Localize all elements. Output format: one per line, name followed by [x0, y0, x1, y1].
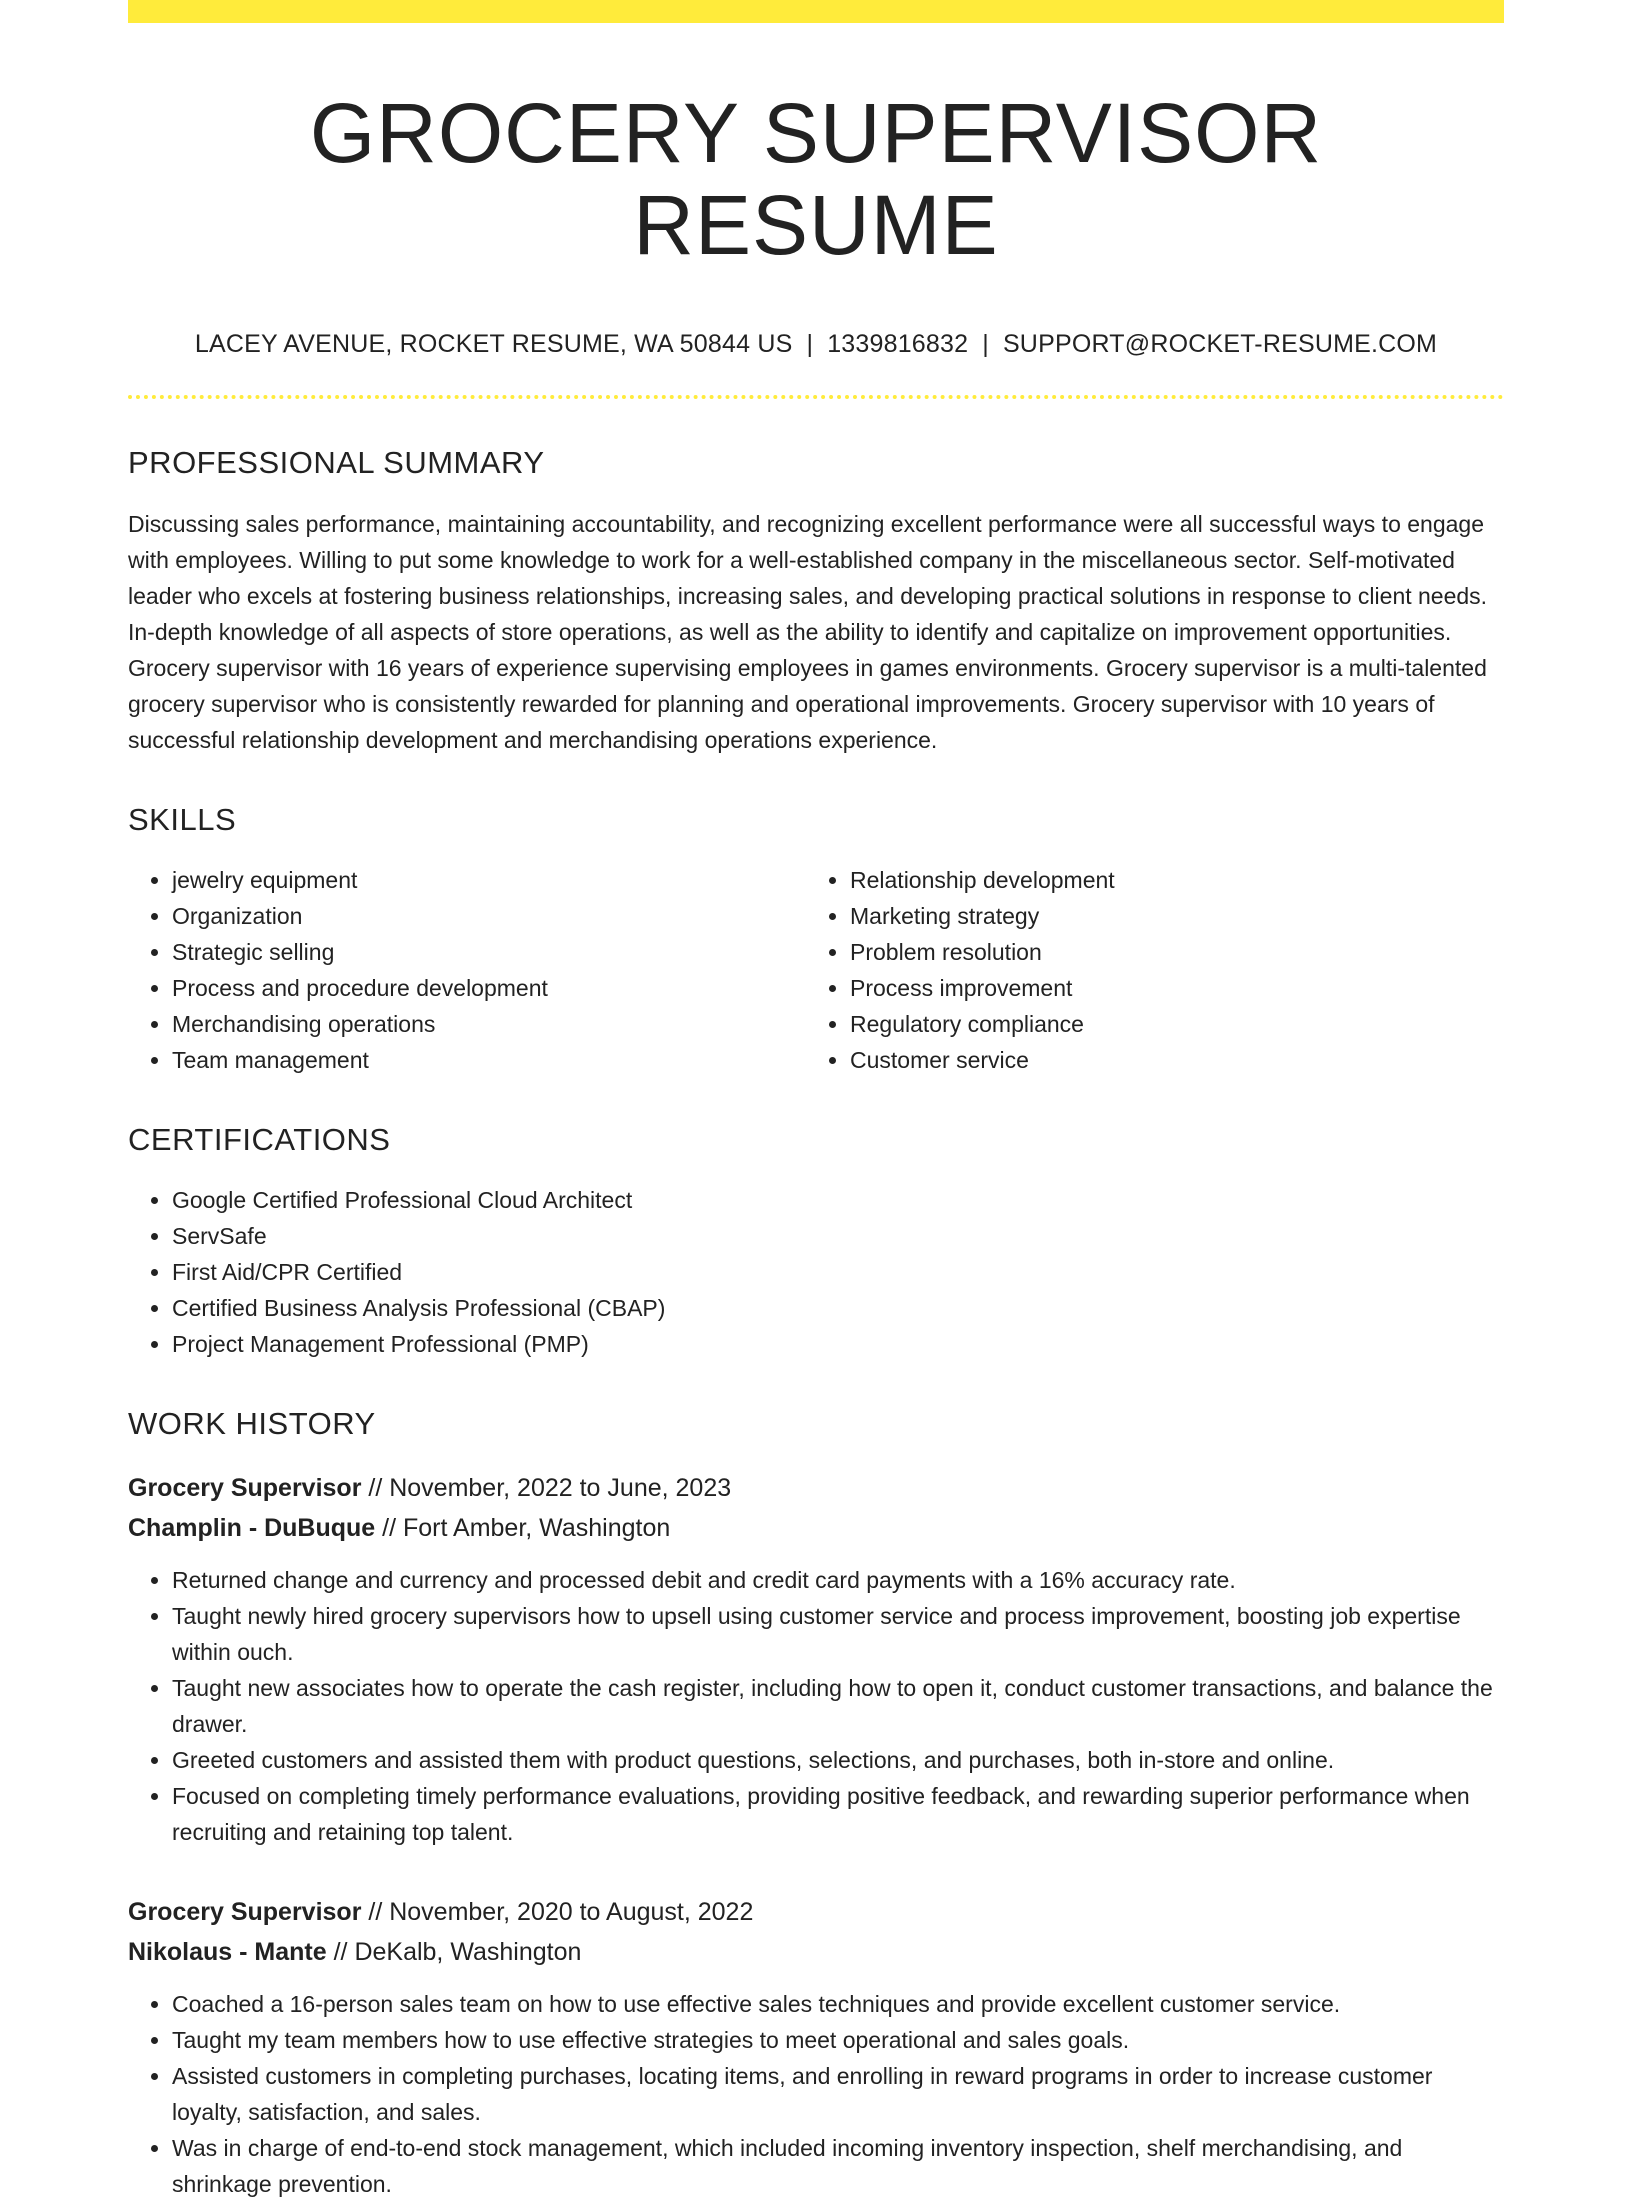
skills-list-left: [128, 862, 806, 1078]
job-title-line: [128, 1892, 1504, 1932]
skill-item: • Strategic selling: [172, 934, 806, 970]
resume-page: [128, 0, 1504, 2202]
skill-item: • Organization: [172, 898, 806, 934]
job-bullet: • Taught newly hired grocery supervisors how to upsell using customer service and process improvement, boosting job expertise within ouch.: [172, 1598, 1504, 1670]
skills-list-right: [806, 862, 1484, 1078]
job-bullets: [128, 1986, 1504, 2202]
job-bullet: • Taught new associates how to operate the cash register, including how to open it, conduct customer transactions, and balance the drawer.: [172, 1670, 1504, 1742]
contact-line: [128, 330, 1504, 359]
work-history-heading: WORK HISTORY: [128, 1405, 376, 1441]
summary-text: Discussing sales performance, maintaining accountability, and recognizing excellent performance were all successful ways to engage with employees. Willing to put some knowledge to work for a well-established company in the miscellaneous sector. Self-motivated leader who excels at fostering business relationships, increasing sales, and developing practical solutions in response to client needs. In-depth knowledge of all aspects of store operations, as well as the ability to identify and capitalize on improvement opportunities. Grocery supervisor with 16 years of experience supervising employees in games environments. Grocery supervisor is a multi-talented grocery supervisor who is consistently rewarded for planning and operational improvements. Grocery supervisor with 10 years of successful relationship development and merchandising operations experience.: [128, 510, 1488, 753]
skill-item: • Process and procedure development: [172, 970, 806, 1006]
job-location: // DeKalb, Washington: [326, 1937, 582, 1966]
skill-item: • Customer service: [850, 1042, 1484, 1078]
job-company-line: [128, 1508, 1504, 1548]
job-bullet: • Coached a 16-person sales team on how to use effective sales techniques and provide excellent customer service.: [172, 1986, 1504, 2022]
summary-heading: PROFESSIONAL SUMMARY: [128, 444, 545, 480]
certifications-list: [128, 1182, 1504, 1362]
skill-item: • Problem resolution: [850, 934, 1484, 970]
skill-item: • Team management: [172, 1042, 806, 1078]
job-bullets: [128, 1562, 1504, 1850]
skill-item: • Merchandising operations: [172, 1006, 806, 1042]
job-title: Grocery Supervisor: [128, 1473, 362, 1502]
skill-item: • Marketing strategy: [850, 898, 1484, 934]
skills-grid: [128, 862, 1504, 1078]
job-bullet: • Assisted customers in completing purchases, locating items, and enrolling in reward programs in order to increase customer loyalty, satisfaction, and sales.: [172, 2058, 1504, 2130]
accent-bar: [128, 0, 1504, 23]
certification-item: • ServSafe: [172, 1218, 1504, 1254]
skill-item: • Process improvement: [850, 970, 1484, 1006]
skill-item: • Relationship development: [850, 862, 1484, 898]
skill-item: • jewelry equipment: [172, 862, 806, 898]
skills-heading: SKILLS: [128, 801, 237, 837]
job-company: Nikolaus - Mante: [128, 1937, 327, 1966]
contact-address: LACEY AVENUE, ROCKET RESUME, WA 50844 US: [194, 329, 793, 358]
certification-item: • Certified Business Analysis Professional (CBAP): [172, 1290, 1504, 1326]
dotted-divider: [128, 395, 1504, 399]
contact-phone[interactable]: 1339816832: [827, 329, 969, 358]
certification-item: • First Aid/CPR Certified: [172, 1254, 1504, 1290]
skill-item: • Regulatory compliance: [850, 1006, 1484, 1042]
job-title-line: [128, 1468, 1504, 1508]
contact-separator: |: [982, 329, 989, 358]
job-dates: // November, 2022 to June, 2023: [361, 1473, 732, 1502]
page-title: GROCERY SUPERVISOR RESUME: [309, 86, 1323, 273]
job-bullet: • Returned change and currency and processed debit and credit card payments with a 16% accuracy rate.: [172, 1562, 1504, 1598]
certification-item: • Project Management Professional (PMP): [172, 1326, 1504, 1362]
job-bullet: • Greeted customers and assisted them with product questions, selections, and purchases, both in-store and online.: [172, 1742, 1504, 1778]
job-entry: [128, 1892, 1504, 2202]
job-dates: // November, 2020 to August, 2022: [361, 1897, 754, 1926]
job-bullet: • Was in charge of end-to-end stock management, which included incoming inventory inspection, shelf merchandising, and shrinkage prevention.: [172, 2130, 1504, 2202]
job-company-line: [128, 1932, 1504, 1972]
contact-separator: |: [806, 329, 814, 358]
job-location: // Fort Amber, Washington: [375, 1513, 671, 1542]
job-title: Grocery Supervisor: [128, 1897, 362, 1926]
contact-email[interactable]: SUPPORT@ROCKET-RESUME.COM: [1002, 329, 1438, 358]
job-entry: [128, 1468, 1504, 1850]
certifications-heading: CERTIFICATIONS: [128, 1121, 391, 1157]
job-bullet: • Taught my team members how to use effective strategies to meet operational and sales goals.: [172, 2022, 1504, 2058]
certification-item: • Google Certified Professional Cloud Architect: [172, 1182, 1504, 1218]
job-company: Champlin - DuBuque: [128, 1513, 376, 1542]
job-bullet: • Focused on completing timely performance evaluations, providing positive feedback, and rewarding superior performance when recruiting and retaining top talent.: [172, 1778, 1504, 1850]
